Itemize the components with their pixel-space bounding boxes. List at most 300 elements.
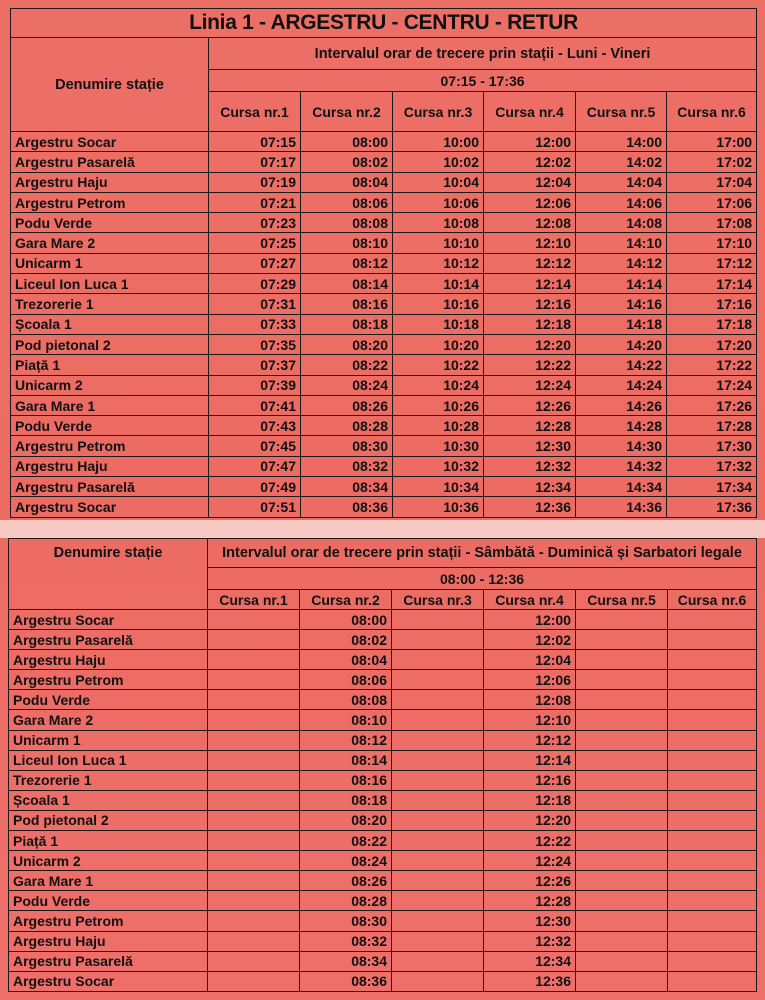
- station-name: Gara Mare 1: [9, 871, 208, 891]
- departure-time-cell: [208, 710, 300, 730]
- weekend-time-range: 08:00 - 12:36: [208, 568, 757, 590]
- departure-time-cell: 17:04: [667, 172, 757, 192]
- station-name: Argestru Haju: [9, 650, 208, 670]
- departure-time-cell: [208, 770, 300, 790]
- departure-time-cell: 10:06: [393, 192, 484, 212]
- departure-time-cell: 17:26: [667, 395, 757, 415]
- station-name: Liceul Ion Luca 1: [11, 274, 209, 294]
- departure-time-cell: 14:12: [576, 253, 667, 273]
- departure-time-cell: [208, 790, 300, 810]
- departure-time-cell: 08:20: [300, 810, 392, 830]
- departure-time-cell: 17:34: [667, 477, 757, 497]
- departure-time-cell: 12:18: [484, 790, 576, 810]
- weekend-timetable: [8, 538, 757, 992]
- departure-time-cell: 08:04: [300, 650, 392, 670]
- weekday-course-header-5: Cursa nr.5: [576, 92, 667, 132]
- departure-time-cell: 12:26: [484, 871, 576, 891]
- departure-time-cell: 08:00: [300, 610, 392, 630]
- departure-time-cell: 08:12: [300, 730, 392, 750]
- station-name: Podu Verde: [9, 891, 208, 911]
- table-row: [11, 132, 757, 152]
- departure-time-cell: [576, 610, 668, 630]
- table-row: [9, 730, 757, 750]
- departure-time-cell: [668, 851, 757, 871]
- departure-time-cell: 12:22: [484, 355, 576, 375]
- table-row: [9, 971, 757, 991]
- departure-time-cell: 14:34: [576, 477, 667, 497]
- departure-time-cell: 10:10: [393, 233, 484, 253]
- departure-time-cell: 14:06: [576, 192, 667, 212]
- departure-time-cell: 10:24: [393, 375, 484, 395]
- table-row: [9, 810, 757, 830]
- departure-time-cell: 08:00: [301, 132, 393, 152]
- station-name: Argestru Haju: [9, 931, 208, 951]
- station-name: Argestru Petrom: [11, 436, 209, 456]
- departure-time-cell: 14:20: [576, 334, 667, 354]
- departure-time-cell: [668, 790, 757, 810]
- departure-time-cell: 12:36: [484, 497, 576, 517]
- departure-time-cell: 07:33: [209, 314, 301, 334]
- departure-time-cell: 12:04: [484, 650, 576, 670]
- departure-time-cell: [576, 851, 668, 871]
- departure-time-cell: 08:06: [300, 670, 392, 690]
- departure-time-cell: 08:14: [301, 274, 393, 294]
- departure-time-cell: 17:18: [667, 314, 757, 334]
- departure-time-cell: 10:28: [393, 416, 484, 436]
- departure-time-cell: [208, 831, 300, 851]
- table-row: [11, 152, 757, 172]
- departure-time-cell: 12:02: [484, 630, 576, 650]
- departure-time-cell: 08:26: [301, 395, 393, 415]
- departure-time-cell: 12:14: [484, 750, 576, 770]
- departure-time-cell: 17:12: [667, 253, 757, 273]
- departure-time-cell: 08:32: [300, 931, 392, 951]
- departure-time-cell: 10:14: [393, 274, 484, 294]
- departure-time-cell: [576, 710, 668, 730]
- departure-time-cell: [668, 911, 757, 931]
- departure-time-cell: [668, 630, 757, 650]
- weekend-interval-label: Intervalul orar de trecere prin stații - Sâmbătă - Duminică și Sarbatori legale: [208, 539, 757, 568]
- departure-time-cell: 12:28: [484, 891, 576, 911]
- departure-time-cell: [392, 650, 484, 670]
- departure-time-cell: 07:41: [209, 395, 301, 415]
- departure-time-cell: 08:34: [301, 477, 393, 497]
- station-name: Trezorerie 1: [11, 294, 209, 314]
- departure-time-cell: 12:26: [484, 395, 576, 415]
- departure-time-cell: 12:30: [484, 436, 576, 456]
- departure-time-cell: 08:24: [300, 851, 392, 871]
- departure-time-cell: [576, 951, 668, 971]
- departure-time-cell: [208, 871, 300, 891]
- table-row: [9, 891, 757, 911]
- departure-time-cell: 10:08: [393, 213, 484, 233]
- station-name: Piață 1: [9, 831, 208, 851]
- departure-time-cell: 12:10: [484, 233, 576, 253]
- table-row: [11, 436, 757, 456]
- departure-time-cell: [392, 670, 484, 690]
- station-name: Argestru Haju: [11, 172, 209, 192]
- departure-time-cell: [668, 710, 757, 730]
- table-row: [9, 610, 757, 630]
- departure-time-cell: 08:22: [300, 831, 392, 851]
- departure-time-cell: 08:12: [301, 253, 393, 273]
- table-row: [11, 192, 757, 212]
- departure-time-cell: 12:20: [484, 810, 576, 830]
- station-name: Pod pietonal 2: [9, 810, 208, 830]
- station-name: Argestru Socar: [11, 132, 209, 152]
- departure-time-cell: 12:16: [484, 770, 576, 790]
- departure-time-cell: 12:36: [484, 971, 576, 991]
- table-row: [9, 750, 757, 770]
- departure-time-cell: 14:30: [576, 436, 667, 456]
- departure-time-cell: 14:24: [576, 375, 667, 395]
- departure-time-cell: 12:02: [484, 152, 576, 172]
- departure-time-cell: 08:26: [300, 871, 392, 891]
- station-name: Gara Mare 1: [11, 395, 209, 415]
- departure-time-cell: 10:04: [393, 172, 484, 192]
- weekday-time-range: 07:15 - 17:36: [209, 70, 757, 92]
- departure-time-cell: 08:24: [301, 375, 393, 395]
- departure-time-cell: 10:02: [393, 152, 484, 172]
- weekday-interval-label: Intervalul orar de trecere prin stații - Luni - Vineri: [209, 38, 757, 70]
- departure-time-cell: 12:18: [484, 314, 576, 334]
- table-row: [9, 851, 757, 871]
- departure-time-cell: 12:32: [484, 456, 576, 476]
- departure-time-cell: [392, 610, 484, 630]
- departure-time-cell: 14:18: [576, 314, 667, 334]
- departure-time-cell: [392, 851, 484, 871]
- departure-time-cell: 14:08: [576, 213, 667, 233]
- departure-time-cell: 07:45: [209, 436, 301, 456]
- departure-time-cell: 12:12: [484, 730, 576, 750]
- departure-time-cell: 10:32: [393, 456, 484, 476]
- station-name: Școala 1: [9, 790, 208, 810]
- departure-time-cell: 12:24: [484, 375, 576, 395]
- departure-time-cell: 12:12: [484, 253, 576, 273]
- table-row: [9, 770, 757, 790]
- departure-time-cell: [392, 770, 484, 790]
- departure-time-cell: [576, 650, 668, 670]
- departure-time-cell: [392, 710, 484, 730]
- departure-time-cell: [208, 610, 300, 630]
- table-row: [11, 253, 757, 273]
- departure-time-cell: [576, 971, 668, 991]
- departure-time-cell: [576, 790, 668, 810]
- departure-time-cell: 14:22: [576, 355, 667, 375]
- departure-time-cell: [208, 931, 300, 951]
- table-row: [9, 670, 757, 690]
- departure-time-cell: 17:00: [667, 132, 757, 152]
- departure-time-cell: 14:00: [576, 132, 667, 152]
- table-row: [11, 395, 757, 415]
- departure-time-cell: [576, 891, 668, 911]
- departure-time-cell: 12:10: [484, 710, 576, 730]
- departure-time-cell: [392, 810, 484, 830]
- station-name: Unicarm 1: [11, 253, 209, 273]
- departure-time-cell: 07:43: [209, 416, 301, 436]
- departure-time-cell: [208, 951, 300, 971]
- station-name: Trezorerie 1: [9, 770, 208, 790]
- departure-time-cell: 14:26: [576, 395, 667, 415]
- station-name: Argestru Pasarelă: [11, 152, 209, 172]
- departure-time-cell: 08:28: [300, 891, 392, 911]
- departure-time-cell: [668, 670, 757, 690]
- departure-time-cell: 14:28: [576, 416, 667, 436]
- weekday-course-header-3: Cursa nr.3: [393, 92, 484, 132]
- departure-time-cell: [668, 951, 757, 971]
- station-name: Argestru Pasarelă: [9, 951, 208, 971]
- departure-time-cell: [668, 831, 757, 851]
- departure-time-cell: [668, 931, 757, 951]
- departure-time-cell: 08:16: [300, 770, 392, 790]
- weekend-course-header-4: Cursa nr.4: [484, 590, 576, 610]
- departure-time-cell: [392, 891, 484, 911]
- departure-time-cell: 14:10: [576, 233, 667, 253]
- departure-time-cell: [208, 750, 300, 770]
- departure-time-cell: 07:51: [209, 497, 301, 517]
- departure-time-cell: 08:22: [301, 355, 393, 375]
- departure-time-cell: [576, 630, 668, 650]
- departure-time-cell: 07:19: [209, 172, 301, 192]
- table-separator: [0, 520, 765, 538]
- departure-time-cell: 10:26: [393, 395, 484, 415]
- departure-time-cell: [576, 871, 668, 891]
- table-row: [11, 375, 757, 395]
- table-row: [11, 355, 757, 375]
- weekend-course-header-2: Cursa nr.2: [300, 590, 392, 610]
- departure-time-cell: [576, 770, 668, 790]
- departure-time-cell: 07:23: [209, 213, 301, 233]
- departure-time-cell: [668, 891, 757, 911]
- departure-time-cell: [392, 790, 484, 810]
- departure-time-cell: 17:28: [667, 416, 757, 436]
- departure-time-cell: [208, 730, 300, 750]
- table-row: [11, 274, 757, 294]
- departure-time-cell: 10:00: [393, 132, 484, 152]
- station-name: Argestru Pasarelă: [9, 630, 208, 650]
- departure-time-cell: [208, 851, 300, 871]
- departure-time-cell: 08:08: [301, 213, 393, 233]
- table-row: [9, 931, 757, 951]
- departure-time-cell: 07:35: [209, 334, 301, 354]
- table-row: [9, 690, 757, 710]
- departure-time-cell: 12:28: [484, 416, 576, 436]
- departure-time-cell: [208, 891, 300, 911]
- table-row: [11, 213, 757, 233]
- departure-time-cell: 12:24: [484, 851, 576, 871]
- departure-time-cell: 08:10: [300, 710, 392, 730]
- weekend-course-header-3: Cursa nr.3: [392, 590, 484, 610]
- departure-time-cell: 12:00: [484, 610, 576, 630]
- departure-time-cell: 07:31: [209, 294, 301, 314]
- station-column-header-weekend: Denumire stație: [9, 539, 208, 610]
- departure-time-cell: [668, 871, 757, 891]
- table-row: [11, 314, 757, 334]
- departure-time-cell: 14:36: [576, 497, 667, 517]
- table-row: [9, 831, 757, 851]
- departure-time-cell: 08:16: [301, 294, 393, 314]
- departure-time-cell: 14:02: [576, 152, 667, 172]
- departure-time-cell: [208, 630, 300, 650]
- departure-time-cell: [576, 931, 668, 951]
- departure-time-cell: [576, 810, 668, 830]
- weekday-course-header-4: Cursa nr.4: [484, 92, 576, 132]
- departure-time-cell: 08:14: [300, 750, 392, 770]
- weekend-course-header-6: Cursa nr.6: [668, 590, 757, 610]
- table-row: [11, 477, 757, 497]
- departure-time-cell: [576, 730, 668, 750]
- departure-time-cell: 08:28: [301, 416, 393, 436]
- departure-time-cell: 08:02: [300, 630, 392, 650]
- departure-time-cell: 12:32: [484, 931, 576, 951]
- table-row: [9, 710, 757, 730]
- weekday-course-header-6: Cursa nr.6: [667, 92, 757, 132]
- station-name: Argestru Pasarelă: [11, 477, 209, 497]
- departure-time-cell: [576, 750, 668, 770]
- table-row: [11, 497, 757, 517]
- departure-time-cell: [208, 650, 300, 670]
- departure-time-cell: 17:10: [667, 233, 757, 253]
- departure-time-cell: 12:20: [484, 334, 576, 354]
- station-name: Gara Mare 2: [9, 710, 208, 730]
- departure-time-cell: 17:24: [667, 375, 757, 395]
- departure-time-cell: 12:16: [484, 294, 576, 314]
- departure-time-cell: [392, 750, 484, 770]
- departure-time-cell: 07:37: [209, 355, 301, 375]
- station-name: Gara Mare 2: [11, 233, 209, 253]
- station-name: Unicarm 2: [11, 375, 209, 395]
- departure-time-cell: 10:12: [393, 253, 484, 273]
- departure-time-cell: [392, 690, 484, 710]
- departure-time-cell: [576, 690, 668, 710]
- departure-time-cell: 08:36: [300, 971, 392, 991]
- table-row: [11, 294, 757, 314]
- departure-time-cell: [576, 911, 668, 931]
- departure-time-cell: 08:34: [300, 951, 392, 971]
- table-row: [11, 334, 757, 354]
- departure-time-cell: 14:14: [576, 274, 667, 294]
- page-title: Linia 1 - ARGESTRU - CENTRU - RETUR: [11, 9, 757, 38]
- departure-time-cell: 12:00: [484, 132, 576, 152]
- departure-time-cell: 10:30: [393, 436, 484, 456]
- departure-time-cell: 14:04: [576, 172, 667, 192]
- station-name: Podu Verde: [11, 213, 209, 233]
- departure-time-cell: [392, 931, 484, 951]
- departure-time-cell: 07:47: [209, 456, 301, 476]
- station-name: Podu Verde: [11, 416, 209, 436]
- departure-time-cell: 08:08: [300, 690, 392, 710]
- table-row: [11, 416, 757, 436]
- departure-time-cell: 14:16: [576, 294, 667, 314]
- departure-time-cell: 12:08: [484, 213, 576, 233]
- table-row: [11, 172, 757, 192]
- departure-time-cell: 14:32: [576, 456, 667, 476]
- departure-time-cell: [392, 951, 484, 971]
- departure-time-cell: 08:36: [301, 497, 393, 517]
- departure-time-cell: 08:10: [301, 233, 393, 253]
- weekend-course-header-1: Cursa nr.1: [208, 590, 300, 610]
- departure-time-cell: [668, 971, 757, 991]
- departure-time-cell: [392, 911, 484, 931]
- table-row: [9, 951, 757, 971]
- station-name: Podu Verde: [9, 690, 208, 710]
- table-row: [9, 650, 757, 670]
- departure-time-cell: [208, 670, 300, 690]
- weekday-timetable: [10, 8, 757, 518]
- departure-time-cell: 17:30: [667, 436, 757, 456]
- table-row: [9, 630, 757, 650]
- departure-time-cell: 17:20: [667, 334, 757, 354]
- departure-time-cell: 17:14: [667, 274, 757, 294]
- departure-time-cell: [668, 610, 757, 630]
- departure-time-cell: [668, 730, 757, 750]
- departure-time-cell: [576, 831, 668, 851]
- departure-time-cell: [668, 770, 757, 790]
- departure-time-cell: [668, 650, 757, 670]
- departure-time-cell: [392, 831, 484, 851]
- departure-time-cell: 10:18: [393, 314, 484, 334]
- departure-time-cell: [208, 810, 300, 830]
- departure-time-cell: 17:22: [667, 355, 757, 375]
- station-name: Argestru Petrom: [9, 670, 208, 690]
- departure-time-cell: [668, 810, 757, 830]
- departure-time-cell: 17:32: [667, 456, 757, 476]
- departure-time-cell: 07:25: [209, 233, 301, 253]
- departure-time-cell: 08:04: [301, 172, 393, 192]
- departure-time-cell: 07:15: [209, 132, 301, 152]
- station-name: Piață 1: [11, 355, 209, 375]
- departure-time-cell: 07:17: [209, 152, 301, 172]
- departure-time-cell: 08:02: [301, 152, 393, 172]
- departure-time-cell: 12:30: [484, 911, 576, 931]
- weekday-course-header-1: Cursa nr.1: [209, 92, 301, 132]
- station-column-header: Denumire stație: [11, 38, 209, 132]
- departure-time-cell: 08:06: [301, 192, 393, 212]
- station-name: Argestru Socar: [9, 610, 208, 630]
- departure-time-cell: 12:06: [484, 670, 576, 690]
- weekday-course-header-2: Cursa nr.2: [301, 92, 393, 132]
- departure-time-cell: 07:49: [209, 477, 301, 497]
- departure-time-cell: 10:16: [393, 294, 484, 314]
- station-name: Argestru Petrom: [9, 911, 208, 931]
- departure-time-cell: 17:02: [667, 152, 757, 172]
- departure-time-cell: 17:08: [667, 213, 757, 233]
- departure-time-cell: [392, 630, 484, 650]
- station-name: Argestru Haju: [11, 456, 209, 476]
- station-name: Școala 1: [11, 314, 209, 334]
- weekend-course-header-5: Cursa nr.5: [576, 590, 668, 610]
- station-name: Liceul Ion Luca 1: [9, 750, 208, 770]
- departure-time-cell: 07:27: [209, 253, 301, 273]
- departure-time-cell: 10:34: [393, 477, 484, 497]
- departure-time-cell: 12:08: [484, 690, 576, 710]
- departure-time-cell: 07:39: [209, 375, 301, 395]
- departure-time-cell: 07:29: [209, 274, 301, 294]
- departure-time-cell: [208, 911, 300, 931]
- departure-time-cell: 08:20: [301, 334, 393, 354]
- departure-time-cell: 08:32: [301, 456, 393, 476]
- departure-time-cell: [392, 871, 484, 891]
- departure-time-cell: 12:34: [484, 951, 576, 971]
- departure-time-cell: [392, 730, 484, 750]
- departure-time-cell: 12:22: [484, 831, 576, 851]
- station-name: Unicarm 1: [9, 730, 208, 750]
- departure-time-cell: 17:16: [667, 294, 757, 314]
- departure-time-cell: 10:36: [393, 497, 484, 517]
- departure-time-cell: [576, 670, 668, 690]
- table-row: [11, 233, 757, 253]
- departure-time-cell: [668, 690, 757, 710]
